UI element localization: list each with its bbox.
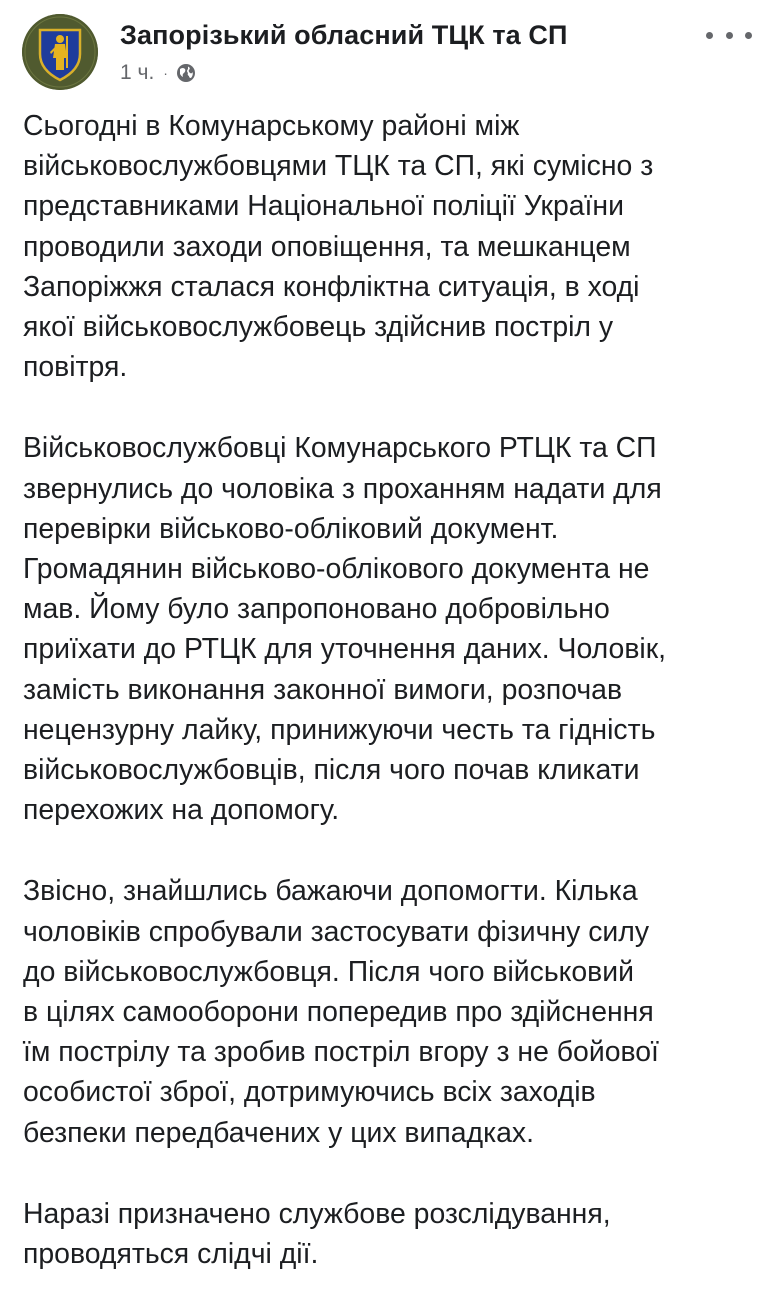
post-header [22, 10, 752, 92]
coat-of-arms-emblem [22, 14, 98, 90]
post-paragraph: Звісно, знайшлись бажаючи допомогти. Кілька чоловіків спробували застосувати фізичну силу до військовослужбовця. Після чого військовий в цілях самооборони попередив про здійснення їм пострілу та зробив постріл вгору з не бойової особистої зброї, дотримуючись всіх заходів безпеки передбачених у цих випадках. [23, 875, 659, 1149]
post-meta [120, 60, 196, 86]
more-options-icon-dot [726, 32, 733, 39]
more-options-button[interactable] [706, 24, 752, 46]
post-paragraph: Наразі призначено службове розслідування, проводяться слідчі дії. [23, 1197, 611, 1271]
page-avatar[interactable] [22, 14, 98, 90]
page-name-link[interactable]: Запорізький обласний ТЦК та СП [120, 20, 568, 50]
post-timestamp[interactable]: 1 ч. [120, 61, 155, 84]
globe-icon[interactable] [176, 63, 196, 83]
more-options-icon-dot [745, 32, 752, 39]
more-options-icon [706, 32, 713, 39]
post-text [23, 106, 755, 1315]
meta-separator: · [163, 65, 168, 81]
post-paragraph: Сьогодні в Комунарському районі між військовослужбовцями ТЦК та СП, які сумісно з представниками Національної поліції України проводили заходи оповіщення, та мешканцем Запоріжжя сталася конфліктна ситуація, в ході якої військовослужбовець здійснив постріл у повітря. [23, 110, 654, 384]
post-paragraph: Військовослужбовці Комунарського РТЦК та СП звернулись до чоловіка з проханням надати для перевірки військово-обліковий документ. Громадянин військово-облікового документа не мав. Йому було запропоновано добровільно приїхати до РТЦК для уточнення даних. Чоловік, замість виконання законної вимоги, розпочав нецензурну лайку, принижуючи честь та гідність військовослужбовців, після чого почав кликати перехожих на допомогу. [23, 432, 667, 827]
